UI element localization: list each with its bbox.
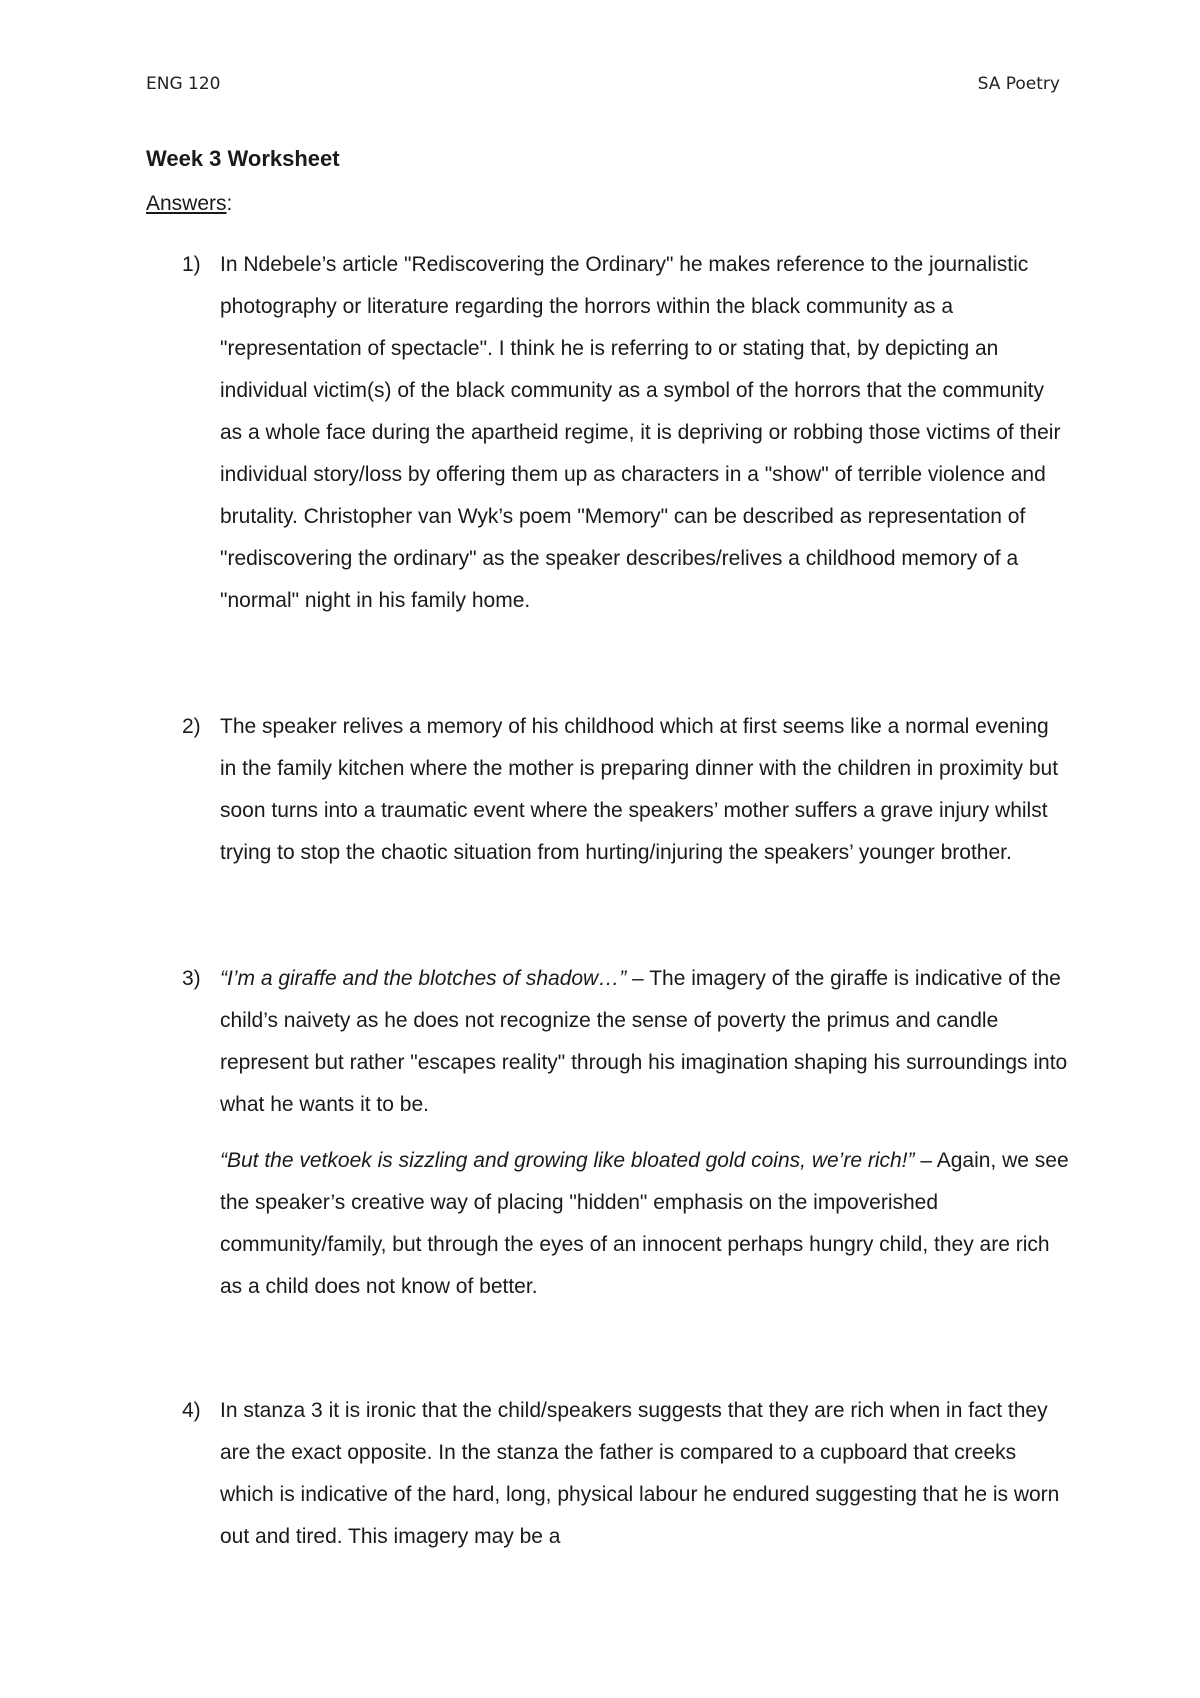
answer-paragraph-2 <box>220 1140 1070 1308</box>
answer-number: 1) <box>182 253 201 276</box>
answer-item-4 <box>146 1390 1066 1558</box>
header-subject: SA Poetry <box>977 74 1060 94</box>
page-title: Week 3 Worksheet <box>146 146 340 171</box>
answer-text: – Again, we see the speaker’s creative way of placing "hidden" emphasis on the impoverished community/family, but through the eyes of an innocent perhaps hungry child, they are rich as a child does not know of better. <box>220 1149 1069 1298</box>
answer-text: – The imagery of the giraffe is indicative of the child’s naivety as he does not recognize the sense of poverty the primus and candle represent but rather "escapes reality" through his imagination shaping his surroundings into what he wants it to be. <box>220 967 1068 1116</box>
quote-vetkoek: “But the vetkoek is sizzling and growing like bloated gold coins, we’re rich!” <box>220 1149 915 1172</box>
answer-item-2 <box>146 706 1066 874</box>
answers-label-colon: : <box>226 192 233 215</box>
answers-label-text: Answers <box>146 192 227 215</box>
answer-number: 4) <box>182 1399 201 1422</box>
answers-heading <box>146 192 232 216</box>
answer-number: 3) <box>182 967 201 990</box>
header-course-code: ENG 120 <box>146 74 221 94</box>
answer-number: 2) <box>182 715 201 738</box>
answer-item-1 <box>146 244 1066 622</box>
answer-text: In Ndebele’s article "Rediscovering the Ordinary" he makes reference to the journalistic photography or literature regarding the horrors within the black community as a "representation of spectacle". I think he is referring to or stating that, by depicting an individual victim(s) of the black community as a symbol of the horrors that the community as a whole face during the apartheid regime, it is depriving or robbing those victims of their individual story/loss by offering them up as characters in a "show" of terrible violence and brutality. Christopher van Wyk’s poem "Memory" can be described as representation of "rediscovering the ordinary" as the speaker describes/relives a childhood memory of a "normal" night in his family home. <box>220 253 1061 612</box>
answer-item-3 <box>146 958 1069 1308</box>
answer-text: In stanza 3 it is ironic that the child/speakers suggests that they are rich when in fact they are the exact opposite. In the stanza the father is compared to a cupboard that creeks which is indicative of the hard, long, physical labour he endured suggesting that he is worn out and tired. This imagery may be a <box>220 1399 1060 1548</box>
quote-giraffe: “I’m a giraffe and the blotches of shadow…” <box>220 967 627 990</box>
answer-paragraph-1 <box>220 958 1070 1126</box>
answer-text: The speaker relives a memory of his childhood which at first seems like a normal evening in the family kitchen where the mother is preparing dinner with the children in proximity but soon turns into a traumatic event where the speakers’ mother suffers a grave injury whilst trying to stop the chaotic situation from hurting/injuring the speakers’ younger brother. <box>220 715 1059 864</box>
